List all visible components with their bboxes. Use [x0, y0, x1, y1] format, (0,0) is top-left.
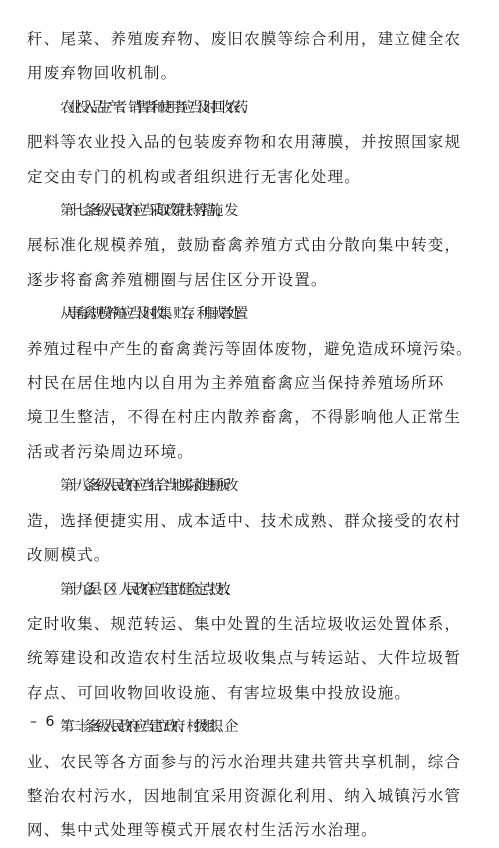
- page-number: – 6 –: [30, 714, 72, 730]
- text-line: 第二十条 各级人民政府应当建立政府、村级组织、企: [60, 719, 232, 736]
- text-line: 逐步将畜禽养殖棚圈与居住区分开设置。: [27, 270, 328, 289]
- text-line: 网、集中式处理等模式开展农村生活污水治理。: [27, 821, 378, 840]
- text-line: 第十七条 各级人民政府应当采取政策扶持等措施，发: [60, 203, 232, 220]
- text-line: 改厕模式。: [27, 546, 111, 565]
- regulation-text: [27, 22, 477, 848]
- text-line: 定交由专门的机构或者组织进行无害化处理。: [27, 167, 362, 186]
- text-line: 造，选择便捷实用、成本适中、技术成熟、群众接受的农村: [27, 511, 462, 530]
- text-line: 从事畜禽规模养殖应当及时收集、贮存、利用或者处置: [60, 306, 242, 323]
- text-line: 存点、可回收物回收设施、有害垃圾集中投放设施。: [27, 683, 412, 702]
- text-line: 业、农民等各方面参与的污水治理共建共管共享机制，综合: [27, 752, 462, 771]
- text-line: 用废弃物回收机制。: [27, 64, 178, 83]
- text-line: 活或者污染周边环境。: [27, 442, 195, 461]
- text-line: 定时收集、规范转运、集中处置的生活垃圾收运处置体系，: [27, 614, 462, 633]
- text-line: 统筹建设和改造农村生活垃圾收集点与转运站、大件垃圾暂: [27, 649, 462, 668]
- text-line: 整治农村污水，因地制宜采用资源化利用、纳入城镇污水管: [27, 786, 462, 805]
- text-line: 农业投入品生产者、销售者和使用者应当及时回收农药、: [60, 99, 249, 116]
- text-line: 第十八条 各级人民政府应当结合当地实际推进厕所改: [60, 478, 232, 495]
- text-line: 展标准化规模养殖，鼓励畜禽养殖方式由分散向集中转变，: [27, 236, 462, 255]
- text-line: 养殖过程中产生的畜禽粪污等固体废物，避免造成环境污染。: [27, 339, 473, 358]
- text-line: 秆、尾菜、养殖废弃物、废旧农膜等综合利用，建立健全农: [27, 30, 462, 48]
- text-line: 第十九条 县（区）人民政府应当建立健全定点投放、: [60, 581, 232, 598]
- text-line: 村民在居住地内以自用为主养殖畜禽应当保持养殖场所环: [27, 374, 445, 393]
- document-body: [27, 22, 477, 848]
- text-line: 肥料等农业投入品的包装废弃物和农用薄膜，并按照国家规: [27, 133, 462, 152]
- text-line: 境卫生整洁，不得在村庄内散养畜禽，不得影响他人正常生: [27, 408, 462, 427]
